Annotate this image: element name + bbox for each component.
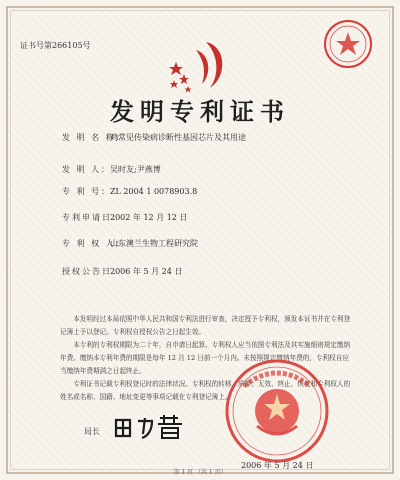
body-paragraph: 专利证书记载专利权登记时的法律状况。专利权的转移、质押、无效、终止、恢复和专利权人的姓名或名称、国籍、地址变更等事项记载在专利登记簿上。 bbox=[60, 380, 351, 401]
field-label: 专 利 号： bbox=[62, 187, 112, 196]
director-label: 局长 bbox=[84, 427, 100, 436]
seal-date: 2006 年 5 月 24 日 bbox=[241, 461, 314, 470]
field-value: ZL 2004 1 0078903.8 bbox=[110, 187, 198, 196]
field-application-date bbox=[62, 212, 187, 223]
body-paragraph: 本发明经过本局依照中华人民共和国专利法进行审查，决定授予专利权，颁发本证书并在专利登记簿上予以登记。专利权自授权公告之日起生效。 bbox=[60, 315, 351, 336]
field-value: 吴时友;尹燕博 bbox=[110, 165, 161, 174]
field-value: 2002 年 12 月 12 日 bbox=[110, 213, 188, 222]
field-value: 2006 年 5 月 24 日 bbox=[110, 267, 183, 276]
field-label: 专利申请日： bbox=[62, 213, 122, 222]
field-inventor bbox=[62, 164, 161, 175]
field-value: 鸡常见传染病诊断性基因芯片及其用途 bbox=[110, 133, 246, 142]
certificate-number: 证书号第266105号 bbox=[20, 41, 91, 50]
field-label: 发 明 人： bbox=[62, 165, 112, 174]
field-label: 专 利 权 人： bbox=[62, 239, 126, 248]
field-label: 授权公告日： bbox=[62, 267, 122, 276]
field-patentee bbox=[62, 238, 198, 249]
director-signature bbox=[112, 412, 186, 440]
field-invention-title bbox=[62, 132, 246, 143]
field-patent-number bbox=[62, 186, 197, 197]
cnipa-logo-icon bbox=[166, 36, 230, 96]
body-paragraph: 本专利的专利权期限为二十年，自申请日起算。专利权人应当依照专利法及其实施细则规定缴纳年费。缴纳本专利年费的期限是每年 12 月 12 日前一个月内。未按照规定缴纳年费的，专利权自应当缴纳年费期满之日起终止。 bbox=[60, 341, 351, 375]
page-footer: 第 1 页 （共 1 页） bbox=[173, 469, 227, 476]
field-label: 发 明 名 称： bbox=[62, 133, 126, 142]
national-emblem-seal-icon bbox=[222, 356, 332, 466]
field-value: 山东澳兰生物工程研究院 bbox=[110, 239, 198, 248]
field-grant-date bbox=[62, 266, 182, 277]
small-red-stamp-icon bbox=[322, 18, 374, 70]
certificate-title: 发明专利证书 bbox=[110, 97, 290, 126]
